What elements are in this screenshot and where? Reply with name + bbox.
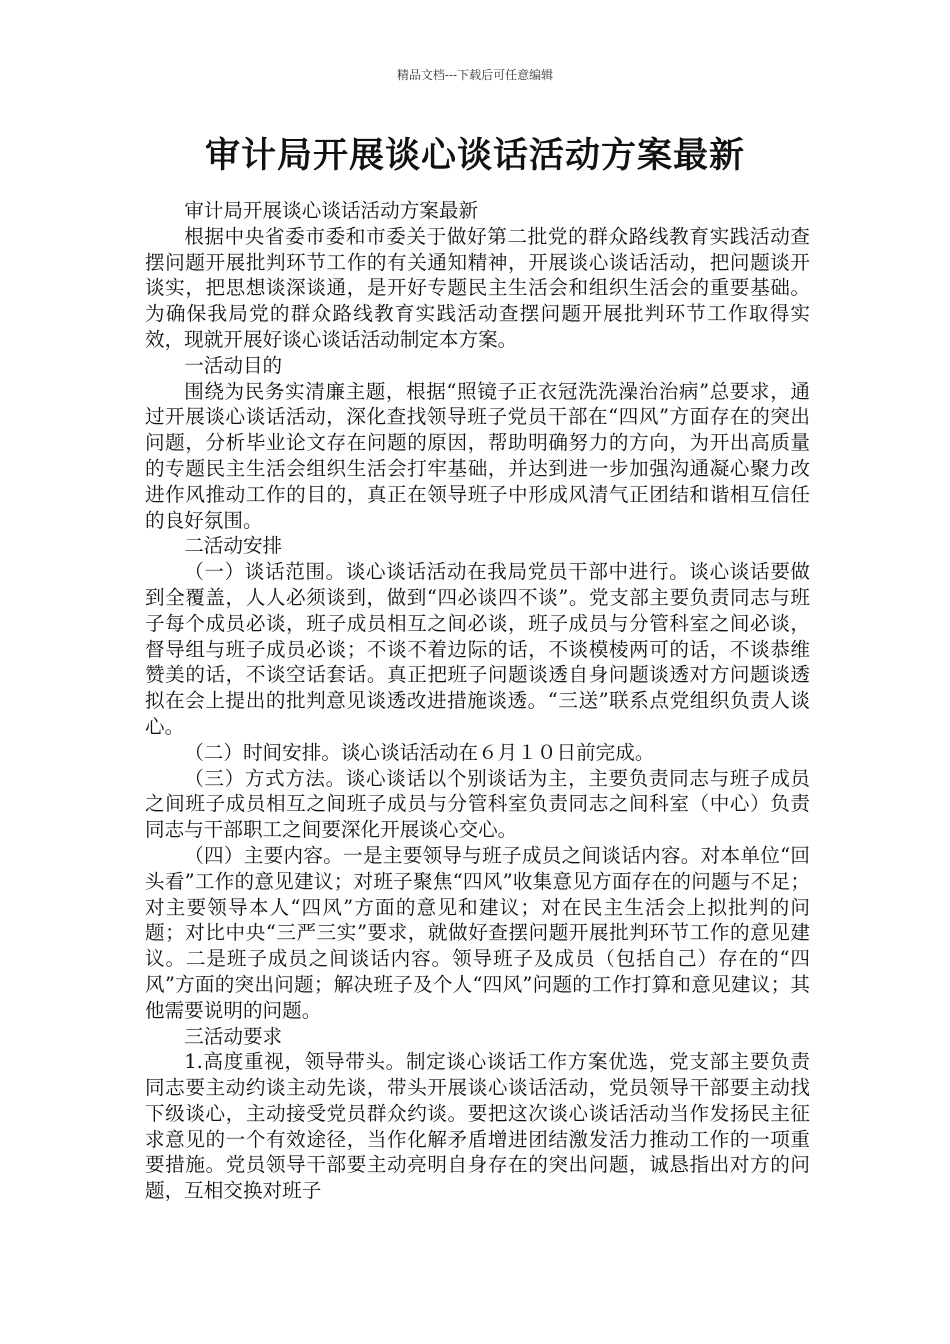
paragraph-content: （四）主要内容。一是主要领导与班子成员之间谈话内容。对本单位“回头看”工作的意见建议；对班子聚焦“四风”收集意见方面存在的问题与不足；对主要领导本人“四风”方面的意见和建议；对在民主生活会上拟批判的问题；对比中央“三严三实”要求，就做好查摆问题开展批判环节工作的意见建议。二是班子成员之间谈话内容。领导班子及成员（包括自己）存在的“四风”方面的突出问题；解决班子及个人“四风”问题的工作打算和意见建议；其他需要说明的问题。 — [145, 843, 810, 1022]
document-body — [145, 198, 810, 1204]
paragraph-purpose: 围绕为民务实清廉主题，根据“照镜子正衣冠洗洗澡治治病”总要求，通过开展谈心谈话活动，深化查找领导班子党员干部在“四风”方面存在的突出问题，分析毕业论文存在问题的原因，帮助明确努力的方向，为开出高质量的专题民主生活会组织生活会打牢基础，并达到进一步加强沟通凝心聚力改进作风推动工作的目的，真正在领导班子中形成风清气正团结和谐相互信任的良好氛围。 — [145, 379, 810, 532]
document-title: 审计局开展谈心谈话活动方案最新 — [204, 136, 745, 176]
paragraph-schedule: （二）时间安排。谈心谈话活动在６月１０日前完成。 — [184, 740, 655, 764]
paragraph-intro: 根据中央省委市委和市委关于做好第二批党的群众路线教育实践活动查摆问题开展批判环节工作的有关通知精神，开展谈心谈话活动，把问题谈开谈实，把思想谈深谈通，是开好专题民主生活会和组织生活会的重要基础。为确保我局党的群众路线教育实践活动查摆问题开展批判环节工作取得实效，现就开展好谈心谈话活动制定本方案。 — [145, 224, 810, 351]
paragraph-requirement-1: 1.高度重视，领导带头。制定谈心谈话工作方案优选，党支部主要负责同志要主动约谈主动先谈，带头开展谈心谈话活动，党员领导干部要主动找下级谈心，主动接受党员群众约谈。要把这次谈心谈话活动当作发扬民主征求意见的一个有效途径，当作化解矛盾增进团结激发活力推动工作的一项重要措施。党员领导干部要主动亮明自身存在的突出问题，诚恳指出对方的问题，互相交换对班子 — [145, 1050, 810, 1203]
section-heading-requirements: 三活动要求 — [184, 1024, 283, 1048]
paragraph-method: （三）方式方法。谈心谈话以个别谈话为主，主要负责同志与班子成员之间班子成员相互之间班子成员与分管科室负责同志之间科室（中心）负责同志与干部职工之间要深化开展谈心交心。 — [145, 766, 810, 842]
section-heading-arrangement: 二活动安排 — [184, 534, 283, 558]
paragraph-subtitle: 审计局开展谈心谈话活动方案最新 — [184, 199, 479, 222]
section-heading-purpose: 一活动目的 — [184, 353, 283, 377]
header-note: 精品文档---下载后可任意编辑 — [396, 68, 554, 82]
paragraph-scope: （一）谈话范围。谈心谈话活动在我局党员干部中进行。谈心谈话要做到全覆盖，人人必须谈到，做到“四必谈四不谈”。党支部主要负责同志与班子每个成员必谈，班子成员相互之间必谈，班子成员与分管科室之间必谈，督导组与班子成员必谈；不谈不着边际的话，不谈模棱两可的话，不谈恭维赞美的话，不谈空话套话。真正把班子问题谈透自身问题谈透对方问题谈透拟在会上提出的批判意见谈透改进措施谈透。“三送”联系点党组织负责人谈心。 — [145, 560, 810, 738]
